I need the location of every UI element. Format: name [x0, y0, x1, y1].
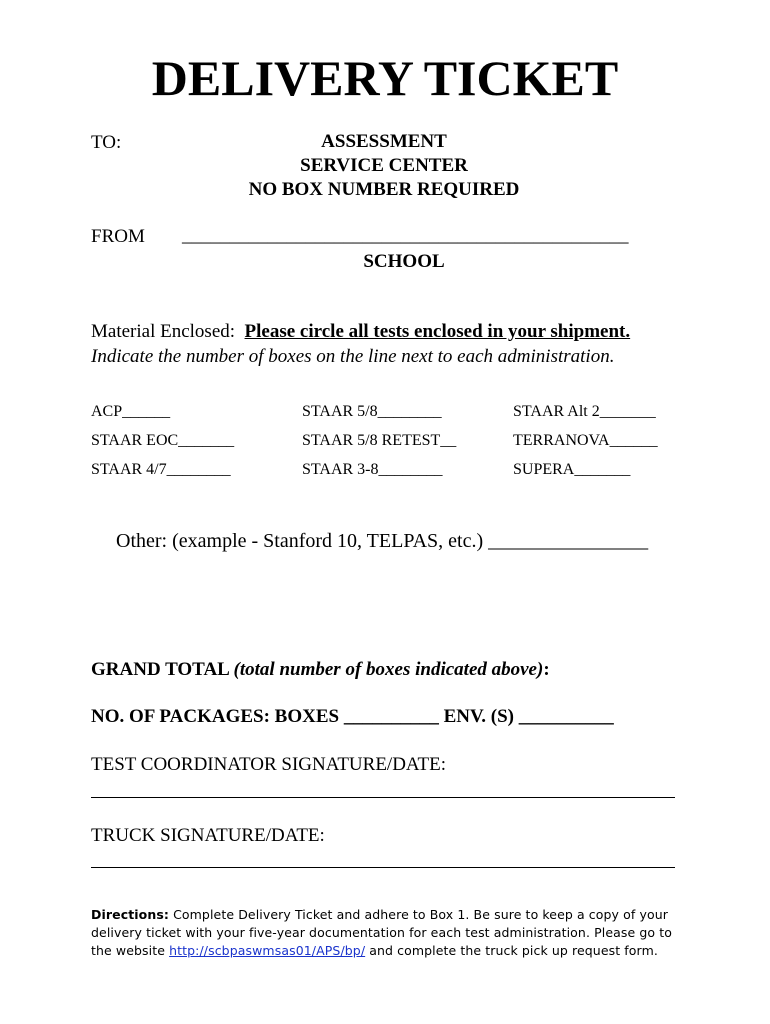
coordinator-signature-line: [91, 797, 675, 798]
directions-text-end: and complete the truck pick up request form.: [365, 943, 658, 958]
page-title: DELIVERY TICKET: [151, 50, 619, 106]
test-staar-3-8: STAAR 3-8________: [302, 461, 443, 478]
material-enclosed: [91, 321, 630, 343]
truck-signature-label: TRUCK SIGNATURE/DATE:: [91, 825, 325, 846]
directions-text: Complete Delivery Ticket and adhere to Box 1. Be sure to keep a copy of your delivery ticket with your five-year documentation for each test administration. Please go to the website: [91, 907, 672, 958]
test-staar-5-8: STAAR 5/8________: [302, 403, 442, 420]
school-label: SCHOOL: [363, 251, 445, 272]
truck-signature-line: [91, 867, 675, 868]
coordinator-signature-label: TEST COORDINATOR SIGNATURE/DATE:: [91, 754, 447, 775]
other-tests-line: Other: (example - Stanford 10, TELPAS, etc.) ________________: [116, 530, 649, 552]
grand-total-note: (total number of boxes indicated above): [233, 659, 544, 680]
directions-paragraph: [91, 906, 691, 960]
directions-label: Directions:: [91, 907, 169, 922]
to-line-1: ASSESSMENT: [321, 131, 447, 152]
packages-line: NO. OF PACKAGES: BOXES __________ ENV. (S) __________: [91, 706, 614, 727]
test-staar-5-8-retest: STAAR 5/8 RETEST__: [302, 432, 457, 449]
to-address: [230, 130, 538, 202]
website-link[interactable]: http://scbpaswmsas01/APS/bp/: [169, 943, 366, 958]
test-supera: SUPERA_______: [513, 461, 631, 478]
material-instruction: Please circle all tests enclosed in your shipment.: [244, 321, 631, 342]
test-staar-4-7: STAAR 4/7________: [91, 461, 231, 478]
grand-total: [91, 659, 550, 681]
test-terranova: TERRANOVA______: [513, 432, 658, 449]
test-acp: ACP______: [91, 403, 171, 420]
test-staar-alt-2: STAAR Alt 2_______: [513, 403, 656, 420]
from-label: FROM: [91, 226, 145, 247]
grand-total-colon: :: [543, 659, 550, 680]
to-label: TO:: [91, 132, 122, 153]
from-school-blank: _______________________________________________: [182, 225, 629, 246]
material-label: Material Enclosed:: [91, 321, 236, 342]
test-staar-eoc: STAAR EOC_______: [91, 432, 235, 449]
to-line-3: NO BOX NUMBER REQUIRED: [248, 179, 520, 200]
to-line-2: SERVICE CENTER: [300, 155, 468, 176]
material-note: Indicate the number of boxes on the line next to each administration.: [91, 346, 615, 367]
grand-total-label: GRAND TOTAL: [91, 659, 229, 680]
